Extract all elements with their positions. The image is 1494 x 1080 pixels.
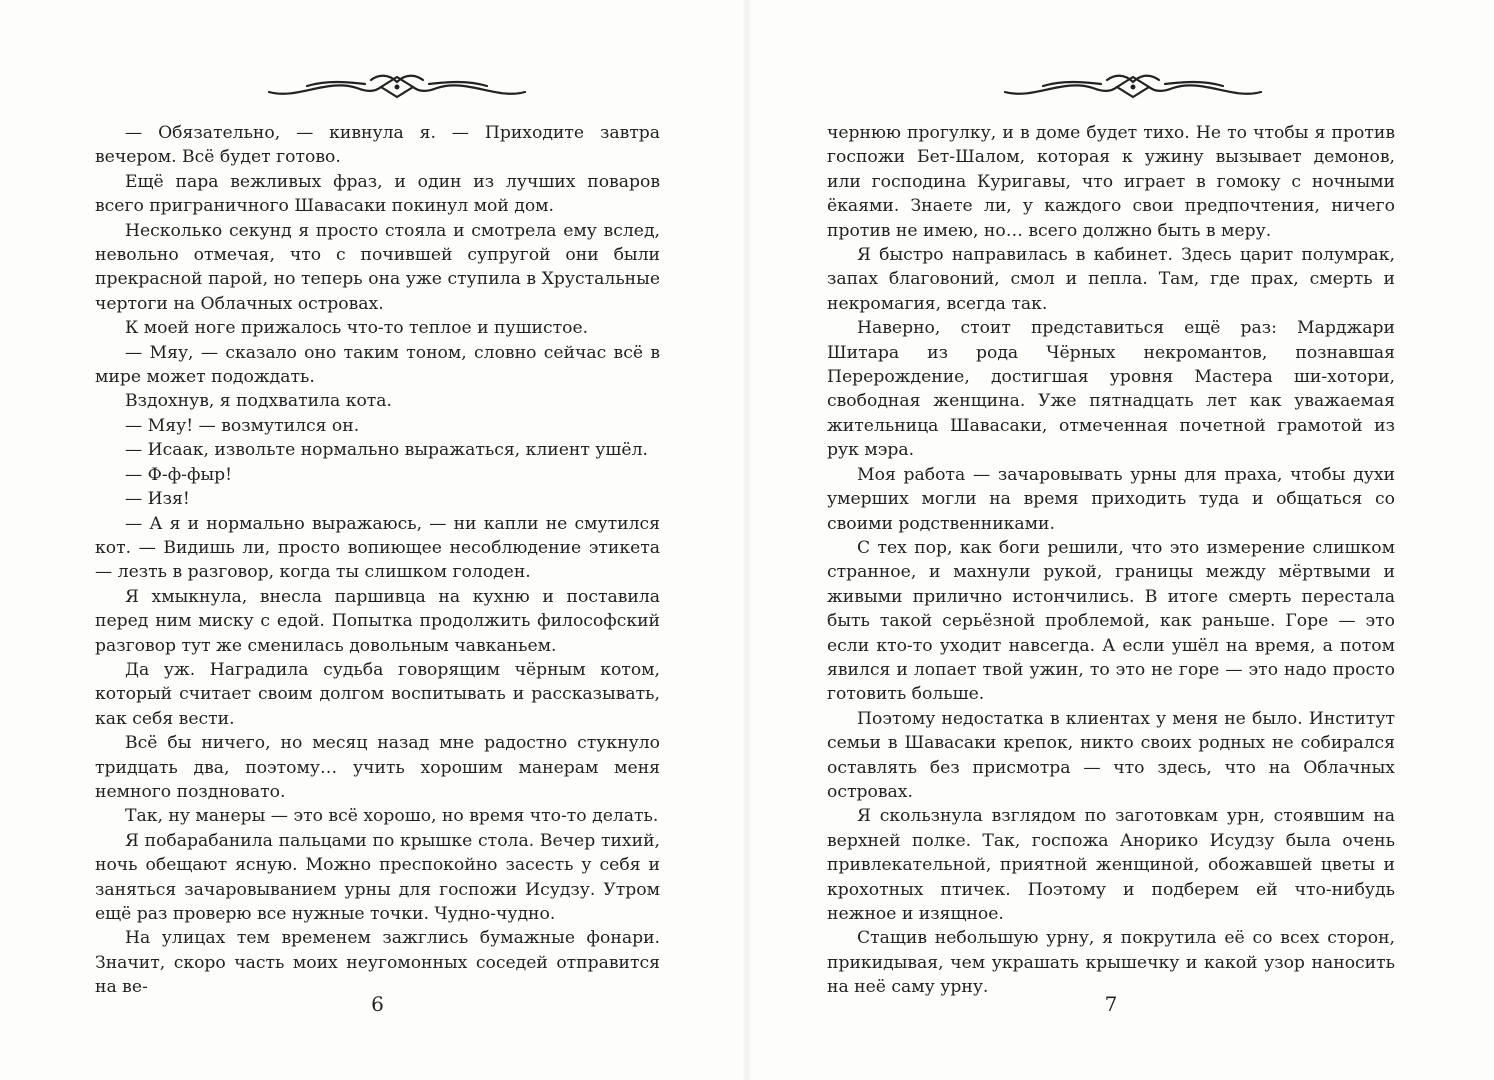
paragraph: — Мяу, — сказало оно таким тоном, словно сейчас всё в мире может подождать. [95,342,660,388]
paragraph: На улицах тем временем зажглись бумажные фонари. Значит, скоро часть моих неугомонных соседей отправится на ве- [95,928,660,998]
paragraph: С тех пор, как боги решили, что это измерение слишком странное, и махнули рукой, границы между мёртвыми и живыми прилично истончились. В итоге смерть перестала быть такой серьёзной проблемой, как раньше. Горе — это если кто-то уходит навсегда. А если ушёл на время, а потом явился и лопает твой ужин, то это не горе — это надо просто готовить больше. [827,537,1395,705]
page-number: 6 [371,992,384,1016]
paragraph: — А я и нормально выражаюсь, — ни капли не смутился кот. — Видишь ли, просто вопиющее несоблюдение этикета — лезть в разговор, когда ты слишком голоден. [95,513,660,583]
paragraph: Наверно, стоит представиться ещё раз: Марджари Шитара из рода Чёрных некромантов, познавшая Перерождение, достигшая уровня Мастера ши-хотори, свободная женщина. Уже пятнадцать лет как уважаемая жительница Шавасаки, отмеченная почетной грамотой из рук мэра. [827,318,1395,461]
paragraph: Несколько секунд я просто стояла и смотрела ему вслед, невольно отмечая, что с почившей супругой они были прекрасной парой, но теперь она уже ступила в Хрустальные чертоги на Облачных островах. [95,220,660,314]
paragraph: Ещё пара вежливых фраз, и один из лучших поваров всего приграничного Шавасаки покинул мой дом. [95,171,660,217]
right-page-text [827,121,1395,1000]
paragraph: Да уж. Наградила судьба говорящим чёрным котом, который считает своим долгом воспитывать и рассказывать, как себя вести. [95,659,660,729]
paragraph: Я быстро направилась в кабинет. Здесь царит полумрак, запах благовоний, смол и пепла. Там, где прах, смерть и некромагия, всегда так. [827,245,1395,314]
paragraph: — Исаак, извольте нормально выражаться, клиент ушёл. [125,440,648,461]
paragraph: Так, ну манеры — это всё хорошо, но время что-то делать. [125,806,659,827]
paragraph: Вздохнув, я подхватила кота. [125,391,393,412]
right-page [827,0,1395,1080]
paragraph: — Ф-ф-фыр! [125,464,233,485]
paragraph: — Изя! [125,489,190,510]
paragraph: Я хмыкнула, внесла паршивца на кухню и поставила перед ним миску с едой. Попытка продолжить философский разговор тут же сменилась довольным чавканьем. [95,586,660,656]
paragraph: Я скользнула взглядом по заготовкам урн, стоявшим на верхней полке. Так, госпожа Анорико Исудзу была очень привлекательной, приятной женщиной, обожавшей цветы и крохотных птичек. Поэтому и подберем ей что-нибудь нежное и изящное. [827,806,1395,924]
page-number: 7 [1104,992,1118,1016]
paragraph: — Мяу! — возмутился он. [125,415,360,436]
page-gutter [742,0,752,1080]
paragraph: Стащив небольшую урну, я покрутила её со всех сторон, прикидывая, чем украшать крышечку и какой узор наносить на неё саму урну. [827,928,1395,998]
ornament-divider-icon [267,70,527,104]
paragraph: К моей ноге прижалось что-то теплое и пушистое. [125,318,589,339]
paragraph: Я побарабанила пальцами по крышке стола. Вечер тихий, ночь обещают ясную. Можно преспокойно засесть у себя и заняться зачаровыванием урны для госпожи Исудзу. Утром ещё раз проверю все нужные точки. Чудно-чудно. [95,830,660,924]
ornament-divider-icon [1003,70,1263,104]
paragraph: Поэтому недостатка в клиентах у меня не было. Институт семьи в Шавасаки крепок, никто своих родных не собирался оставлять без присмотра — что здесь, что на Облачных островах. [827,708,1395,802]
paragraph: Моя работа — зачаровывать урны для праха, чтобы духи умерших могли на время приходить туда и общаться со своими родственниками. [827,464,1395,534]
paragraph: Всё бы ничего, но месяц назад мне радостно стукнуло тридцать два, поэтому… учить хорошим манерам меня немного поздновато. [95,733,660,802]
continued-paragraph: чернюю прогулку, и в доме будет тихо. Не то чтобы я против госпожи Бет-Шалом, которая к ужину вызывает демонов, или господина Куригавы, что играет в гомоку с ночными ёкаями. Знаете ли, у каждого свои предпочтения, ничего против не имею, но… всего должно быть в меру. [827,123,1395,241]
left-page-text [95,121,660,1000]
paragraph: — Обязательно, — кивнула я. — Приходите завтра вечером. Всё будет готово. [95,123,660,168]
left-page [95,0,660,1080]
